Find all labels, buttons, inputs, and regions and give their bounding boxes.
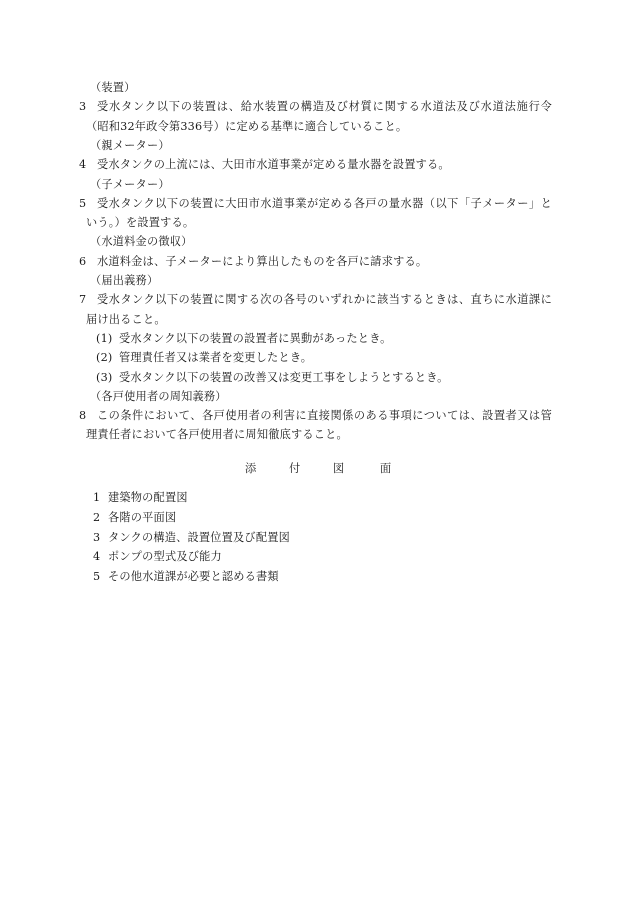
attachment-number: 5 [93,570,101,584]
attachment-text: ポンプの型式及び能力 [108,550,222,564]
numbered-paragraph [0,99,630,115]
numbered-paragraph [0,408,630,424]
sub-item-number: (3) [96,370,113,384]
paragraph-text: この条件において、各戸使用者の利害に直接関係のある事項については、設置者又は管 [97,409,552,423]
attachment-number: 3 [93,530,101,544]
paragraph-number: 4 [79,158,87,172]
paragraph-number: 6 [79,254,87,268]
section-heading: （水道料金の徴収） [90,235,193,249]
section-heading: （各戸使用者の周知義務） [90,389,227,403]
attachment-title-char: 図 [333,462,345,475]
sub-item-number: (2) [96,351,113,365]
paragraph-continuation: 理責任者において各戸使用者に周知徹底すること。 [86,428,348,442]
paragraph-text: 受水タンク以下の装置は、給水装置の構造及び材質に関する水道法及び水道法施行令 [97,100,552,114]
paragraph-continuation: 届け出ること。 [86,312,166,326]
attachment-number: 1 [93,491,101,504]
paragraph-text: 受水タンクの上流には、大田市水道事業が定める量水器を設置する。 [97,158,450,172]
paragraph-continuation: （昭和32年政令第336号）に定める基準に適合していること。 [86,119,408,133]
section-heading: （届出義務） [90,274,159,287]
attachment-title-char: 添 [245,462,257,475]
sub-item [0,370,630,386]
sub-item [0,350,630,366]
paragraph-continuation: いう。）を設置する。 [86,216,195,230]
numbered-paragraph [0,292,630,308]
attachment-list-item [0,549,630,565]
sub-item-text: 管理責任者又は業者を変更したとき。 [119,351,313,365]
attachment-number: 4 [93,550,101,564]
section-heading: （子メーター） [90,177,170,191]
sub-item-text: 受水タンク以下の装置の設置者に異動があったとき。 [119,331,392,345]
sub-item-text: 受水タンク以下の装置の改善又は変更工事をしようとするとき。 [119,370,449,384]
paragraph-number: 5 [79,196,87,210]
attachment-list-item [0,490,630,506]
paragraph-text: 受水タンク以下の装置に関する次の各号のいずれかに該当するときは、直ちに水道課に [97,293,552,307]
attachment-text: 各階の平面図 [108,510,177,524]
section-heading: （親メーター） [90,138,170,152]
attachment-title-char: 面 [380,462,392,475]
attachment-list-item [0,569,630,585]
attachment-list-item [0,530,630,546]
attachment-text: その他水道課が必要と認める書類 [108,570,279,584]
attachment-number: 2 [93,510,101,524]
attachment-list-item [0,510,630,526]
paragraph-number: 8 [79,409,87,423]
paragraph-text: 水道料金は、子メーターにより算出したものを各戸に請求する。 [97,254,428,268]
numbered-paragraph [0,157,630,173]
attachment-title-char: 付 [289,462,301,475]
attachment-text: タンクの構造、設置位置及び配置図 [108,530,290,544]
paragraph-number: 3 [79,100,87,114]
numbered-paragraph [0,254,630,270]
numbered-paragraph [0,196,630,212]
sub-item [0,331,630,347]
sub-item-number: (1) [96,331,113,345]
paragraph-number: 7 [79,293,87,307]
attachment-text: 建築物の配置図 [108,491,188,504]
paragraph-text: 受水タンク以下の装置に大田市水道事業が定める各戸の量水器（以下「子メーター」と [97,196,552,210]
section-heading: （装置） [90,81,136,94]
